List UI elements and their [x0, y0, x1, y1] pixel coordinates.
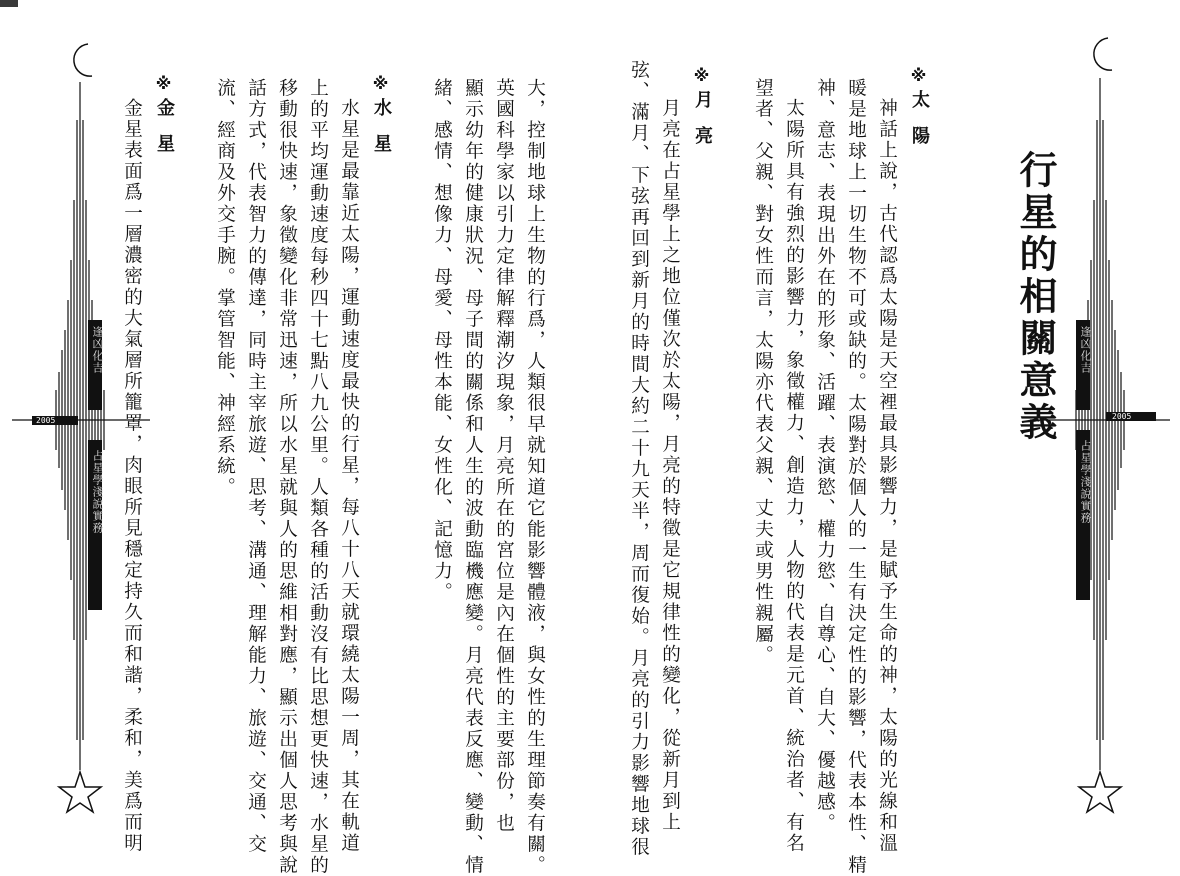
left-col-2: 英國科學家以引力定律解釋潮汐現象，月亮所在的宮位是內在個性的主要部份，也: [493, 78, 515, 834]
section-heading-mercury: 水星: [371, 98, 392, 170]
left-col-1: 大，控制地球上生物的行爲，人類很早就知道它能影響體液，與女性的生理節奏有關。: [524, 78, 546, 876]
left-col-3: 顯示幼年的健康狀況、母子間的關係和人生的波動臨機應變。月亮代表反應、變動、情: [462, 78, 484, 876]
section-mark-icon: ※: [371, 74, 390, 93]
sun-col-5: 望者、父親、對女性而言，太陽亦代表父親、丈夫或男性親屬。: [752, 78, 774, 666]
right-page: [590, 0, 1180, 876]
sidebar-band-top-text: 逢凶化吉: [1079, 326, 1092, 374]
mercury-col-5: 流、經商及外交手腕。掌管智能、神經系統。: [214, 78, 236, 498]
section-mark-icon: ※: [692, 66, 711, 85]
section-heading-venus: 金星: [154, 98, 175, 170]
star-icon: [59, 772, 101, 812]
crescent-moon-icon: [1094, 38, 1112, 70]
sun-col-1: 神話上說，古代認爲太陽是天空裡最具影響力，是賦予生命的神，太陽的光線和溫: [876, 98, 898, 854]
sun-col-3: 神、意志、表現出外在的形象、活躍、表演慾、權力慾、自尊心、自大、優越感。: [814, 78, 836, 834]
moon-col-1: 月亮在占星學上之地位僅次於太陽，月亮的特徵是它規律性的變化，從新月到上: [659, 98, 681, 833]
section-heading-moon: 月亮: [692, 90, 713, 162]
mercury-col-3: 移動很快速，象徵變化非常迅速，所以水星就與人的思維相對應，顯示出個人思考與說: [276, 78, 298, 876]
page-title: 行星的相關意義: [1013, 150, 1058, 444]
left-col-4: 緒、感情、想像力、母愛、母性本能、女性化、記憶力。: [431, 78, 453, 603]
sun-col-4: 太陽所具有強烈的影響力，象徵權力、創造力，人物的代表是元首、統治者、有名: [783, 98, 805, 854]
mercury-col-1: 水星是最靠近太陽，運動速度最快的行星，每八十八天就環繞太陽一周，其在軌道: [338, 98, 360, 854]
section-heading-sun: 太陽: [909, 90, 930, 162]
sidebar-band-bottom-text: 占星學淺說實務: [91, 450, 104, 534]
mercury-col-4: 話方式，代表智力的傳達，同時主宰旅遊、思考、溝通、理解能力、旅遊、交通、交: [245, 78, 267, 855]
venus-col-1: 金星表面爲一層濃密的大氣層所籠罩，肉眼所見穩定持久而和諧，柔和，美爲而明: [121, 98, 143, 854]
crescent-moon-icon: [74, 44, 92, 76]
sun-col-2: 暖是地球上一切生物不可或缺的。太陽對於個人的一生有決定性的影響，代表本性、精: [845, 78, 867, 876]
star-icon: [1079, 772, 1121, 812]
mercury-col-2: 上的平均運動速度每秒四十七點八九公里。人類各種的活動沒有比思想更快速，水星的: [307, 78, 329, 876]
section-mark-icon: ※: [154, 74, 173, 93]
sidebar-tick-label: 2005: [1112, 412, 1132, 421]
moon-col-2: 弦、滿月、下弦再回到新月的時間大約二十九天半，周而復始。月亮的引力影響地球很: [628, 60, 650, 858]
sidebar-band-bottom-text: 占星學淺說實務: [1079, 440, 1092, 524]
sidebar-tick-label: 2005: [36, 416, 56, 425]
sidebar-band-top-text: 逢凶化吉: [91, 326, 104, 374]
section-mark-icon: ※: [909, 66, 928, 85]
